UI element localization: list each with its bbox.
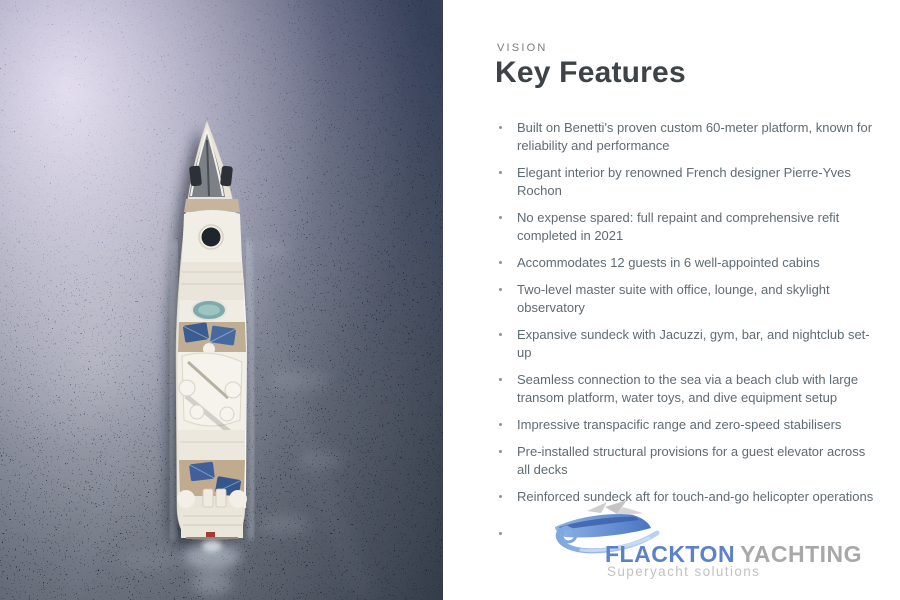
feature-text: Expansive sundeck with Jacuzzi, gym, bar, and nightclub set-up bbox=[517, 327, 870, 360]
feature-text: Built on Benetti's proven custom 60-meter platform, known for reliability and performance bbox=[517, 120, 873, 153]
aft-deck bbox=[179, 430, 245, 460]
yacht-aerial-photo bbox=[0, 0, 443, 600]
feature-text: Reinforced sundeck aft for touch-and-go helicopter operations bbox=[517, 489, 874, 504]
bullet-dot bbox=[499, 126, 502, 129]
feature-text: Impressive transpacific range and zero-speed stabilisers bbox=[517, 417, 842, 432]
bullet-dot bbox=[499, 288, 502, 291]
anchor-winch-right bbox=[220, 166, 233, 187]
bullet-dot bbox=[499, 171, 502, 174]
content-panel bbox=[443, 0, 900, 600]
feature-item bbox=[495, 371, 879, 407]
feature-item bbox=[495, 209, 879, 245]
umbrella bbox=[189, 462, 215, 482]
feature-text: Elegant interior by renowned French designer Pierre-Yves Rochon bbox=[517, 165, 851, 198]
feature-item bbox=[495, 416, 879, 434]
feature-item bbox=[495, 119, 879, 155]
feature-item bbox=[495, 443, 879, 479]
bullet-dot bbox=[499, 216, 502, 219]
anchor-winch-left bbox=[189, 165, 202, 186]
bullet-dot bbox=[499, 333, 502, 336]
feature-text: Pre-installed structural provisions for a guest elevator across all decks bbox=[517, 444, 866, 477]
brand-tagline: Superyacht solutions bbox=[607, 564, 761, 579]
lounger bbox=[177, 490, 195, 508]
foredeck-spa bbox=[202, 228, 221, 247]
feature-item bbox=[495, 164, 879, 200]
bullet-dot bbox=[499, 261, 502, 264]
jacuzzi-water bbox=[198, 305, 220, 316]
feature-item bbox=[495, 281, 879, 317]
brand-name-primary: FLACKTON bbox=[605, 541, 736, 567]
aerial-superyacht-photo bbox=[0, 0, 443, 600]
umbrella bbox=[210, 325, 236, 345]
lounger bbox=[229, 490, 247, 508]
feature-item bbox=[495, 326, 879, 362]
section-kicker: VISION bbox=[497, 42, 548, 54]
bullet-dot bbox=[499, 378, 502, 381]
feature-item bbox=[495, 254, 879, 272]
feature-text: Accommodates 12 guests in 6 well-appointed cabins bbox=[517, 255, 820, 270]
bullet-dot bbox=[499, 423, 502, 426]
feature-text: No expense spared: full repaint and comprehensive refit completed in 2021 bbox=[517, 210, 840, 243]
bullet-dot bbox=[499, 450, 502, 453]
sunbed bbox=[203, 489, 213, 507]
feature-text: Seamless connection to the sea via a beach club with large transom platform, water toys, and dive equipment setup bbox=[517, 372, 859, 405]
sunbed bbox=[216, 489, 226, 507]
brand-logo bbox=[543, 497, 888, 587]
features-list bbox=[495, 119, 879, 525]
bullet-dot bbox=[499, 532, 502, 535]
mid-deck bbox=[180, 262, 244, 300]
page-title: Key Features bbox=[495, 56, 686, 89]
feature-text: Two-level master suite with office, lounge, and skylight observatory bbox=[517, 282, 830, 315]
bullet-dot bbox=[499, 495, 502, 498]
brand-name-secondary: YACHTING bbox=[740, 541, 863, 567]
